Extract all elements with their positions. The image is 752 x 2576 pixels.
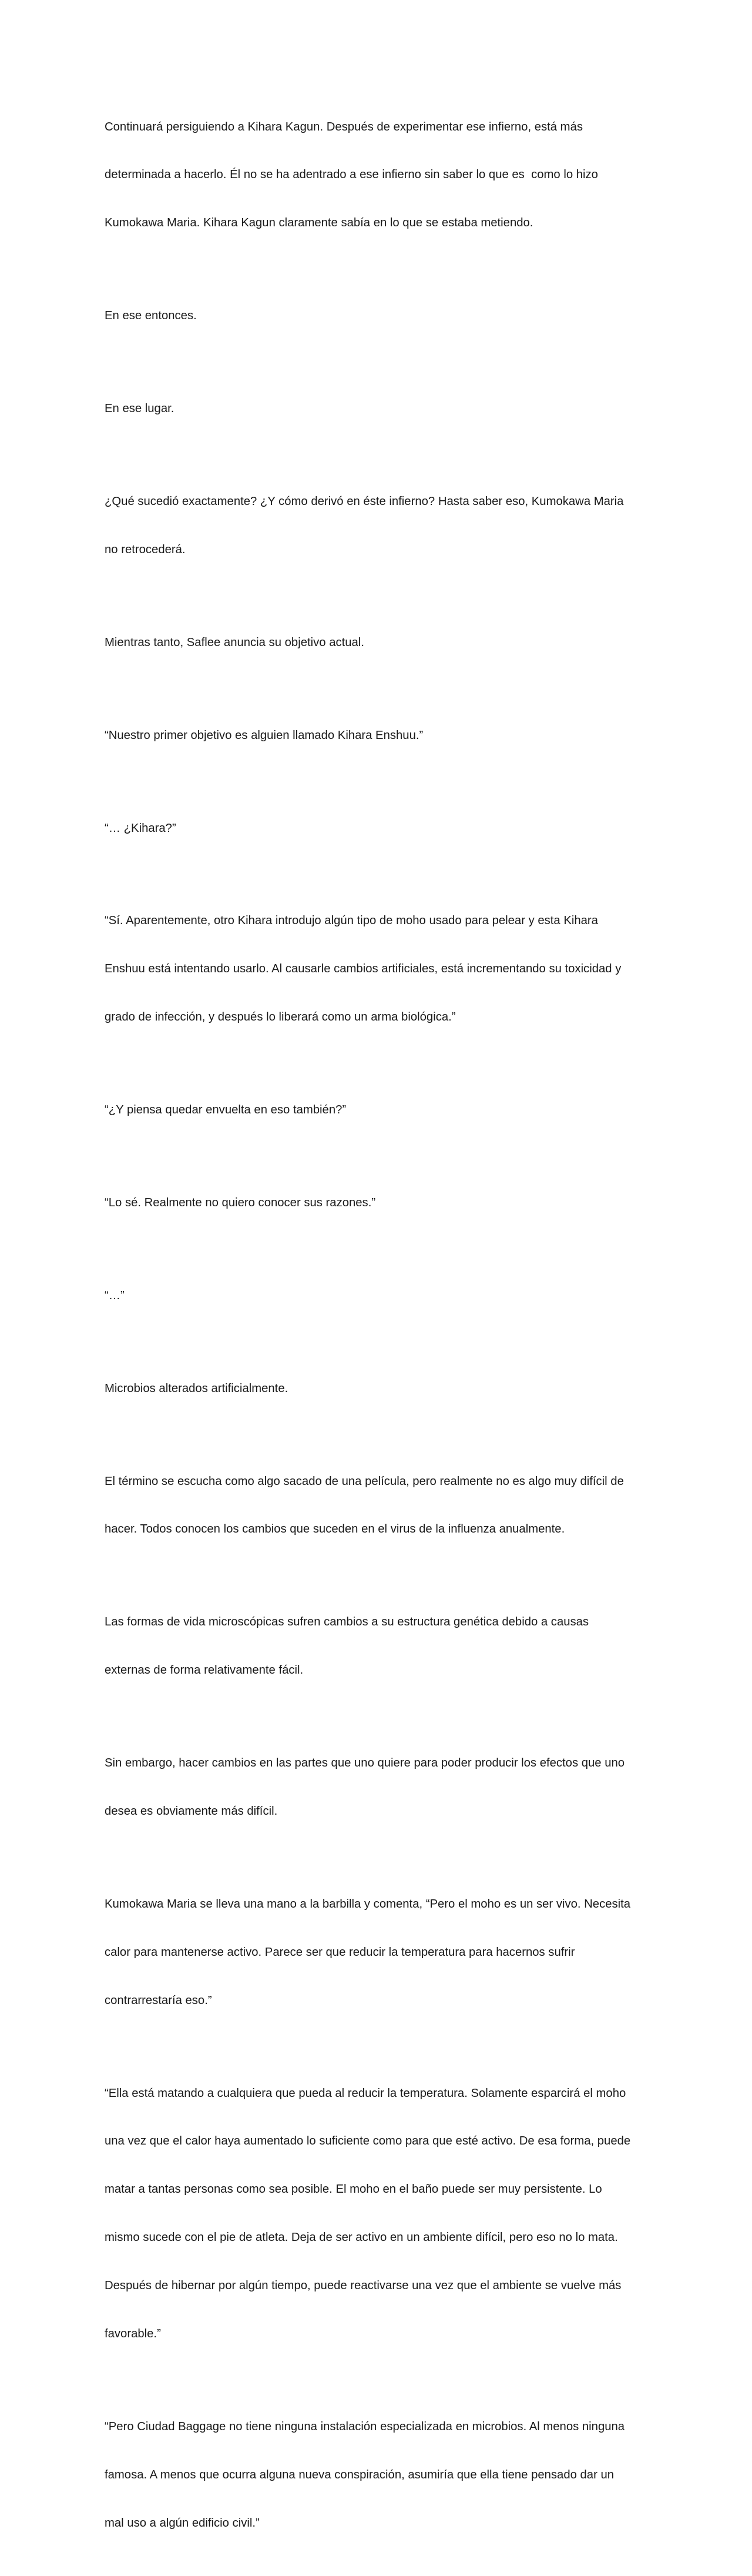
paragraph	[105, 881, 654, 1058]
text-line: Kumokawa Maria. Kihara Kagun claramente sabía en lo que se estaba metiendo.	[105, 216, 533, 230]
text-line: “¿Y piensa quedar envuelta en eso también?”	[105, 1103, 347, 1117]
paragraph	[105, 1163, 654, 1243]
text-line: El término se escucha como algo sacado de una película, pero realmente no es algo muy difícil de	[105, 1474, 624, 1488]
text-line: En ese entonces.	[105, 309, 197, 323]
text-line: contrarrestaría eso.”	[105, 1993, 212, 2007]
text-line: grado de infección, y después lo liberará como un arma biológica.”	[105, 1011, 456, 1024]
paragraph	[105, 2387, 654, 2563]
paragraph	[105, 1441, 654, 1570]
text-line: mal uso a algún edificio civil.”	[105, 2516, 260, 2530]
text-line: “…”	[105, 1289, 125, 1302]
paragraph	[105, 369, 654, 449]
paragraph	[105, 1256, 654, 1336]
text-line: ¿Qué sucedió exactamente? ¿Y cómo derivó en éste infierno? Hasta saber eso, Kumokawa Maria	[105, 495, 624, 508]
paragraph	[105, 1723, 654, 1851]
text-line: Enshuu está intentando usarlo. Al causarle cambios artificiales, está incrementando su toxicidad y	[105, 962, 622, 976]
text-line: famosa. A menos que ocurra alguna nueva conspiración, asumiría que ella tiene pensado dar un	[105, 2468, 615, 2481]
text-line: desea es obviamente más difícil.	[105, 1804, 278, 1818]
text-line: matar a tantas personas como sea posible. El moho en el baño puede ser muy persistente. Lo	[105, 2183, 602, 2196]
text-line: En ese lugar.	[105, 402, 174, 416]
text-line: no retrocederá.	[105, 543, 186, 556]
text-line: Kumokawa Maria se lleva una mano a la barbilla y comenta, “Pero el moho es un ser vivo. Necesita	[105, 1897, 631, 1911]
text-line: externas de forma relativamente fácil.	[105, 1664, 304, 1677]
text-line: Las formas de vida microscópicas sufren cambios a su estructura genética debido a causas	[105, 1615, 589, 1629]
text-line: Microbios alterados artificialmente.	[105, 1381, 288, 1395]
text-line: “Nuestro primer objetivo es alguien llamado Kihara Enshuu.”	[105, 728, 424, 742]
text-line: “Lo sé. Realmente no quiero conocer sus razones.”	[105, 1196, 376, 1209]
paragraph	[105, 1864, 654, 2040]
text-line: determinada a hacerlo. Él no se ha adentrado a ese infierno sin saber lo que es como lo hizo	[105, 168, 598, 182]
text-line: “… ¿Kihara?”	[105, 821, 176, 835]
text-line: “Pero Ciudad Baggage no tiene ninguna instalación especializada en microbios. Al menos ninguna	[105, 2420, 625, 2433]
text-line: “Ella está matando a cualquiera que pueda al reducir la temperatura. Solamente esparcirá el moho	[105, 2086, 626, 2100]
paragraph	[105, 276, 654, 356]
text-line: Sin embargo, hacer cambios en las partes que uno quiere para poder producir los efectos que uno	[105, 1757, 625, 1770]
paragraph	[105, 461, 654, 590]
paragraph	[105, 87, 654, 263]
document-body	[105, 87, 654, 2576]
text-line: hacer. Todos conocen los cambios que suceden en el virus de la influenza anualmente.	[105, 1523, 565, 1536]
paragraph	[105, 1583, 654, 1711]
text-line: una vez que el calor haya aumentado lo suficiente como para que esté activo. De esa forma, puede	[105, 2135, 631, 2148]
text-line: “Sí. Aparentemente, otro Kihara introdujo algún tipo de moho usado para pelear y esta Kihara	[105, 914, 598, 928]
text-line: favorable.”	[105, 2327, 161, 2340]
text-line: Mientras tanto, Saflee anuncia su objetivo actual.	[105, 635, 364, 649]
paragraph	[105, 603, 654, 683]
paragraph	[105, 2053, 654, 2374]
paragraph	[105, 1349, 654, 1428]
text-line: Continuará persiguiendo a Kihara Kagun. Después de experimentar ese infierno, está más	[105, 120, 583, 133]
paragraph	[105, 1070, 654, 1150]
text-line: calor para mantenerse activo. Parece ser que reducir la temperatura para hacernos sufrir	[105, 1945, 575, 1959]
text-line: mismo sucede con el pie de atleta. Deja de ser activo en un ambiente difícil, pero eso no lo mata.	[105, 2231, 618, 2244]
text-line: Después de hibernar por algún tiempo, puede reactivarse una vez que el ambiente se vuelve más	[105, 2279, 622, 2293]
paragraph	[105, 695, 654, 775]
paragraph	[105, 788, 654, 868]
